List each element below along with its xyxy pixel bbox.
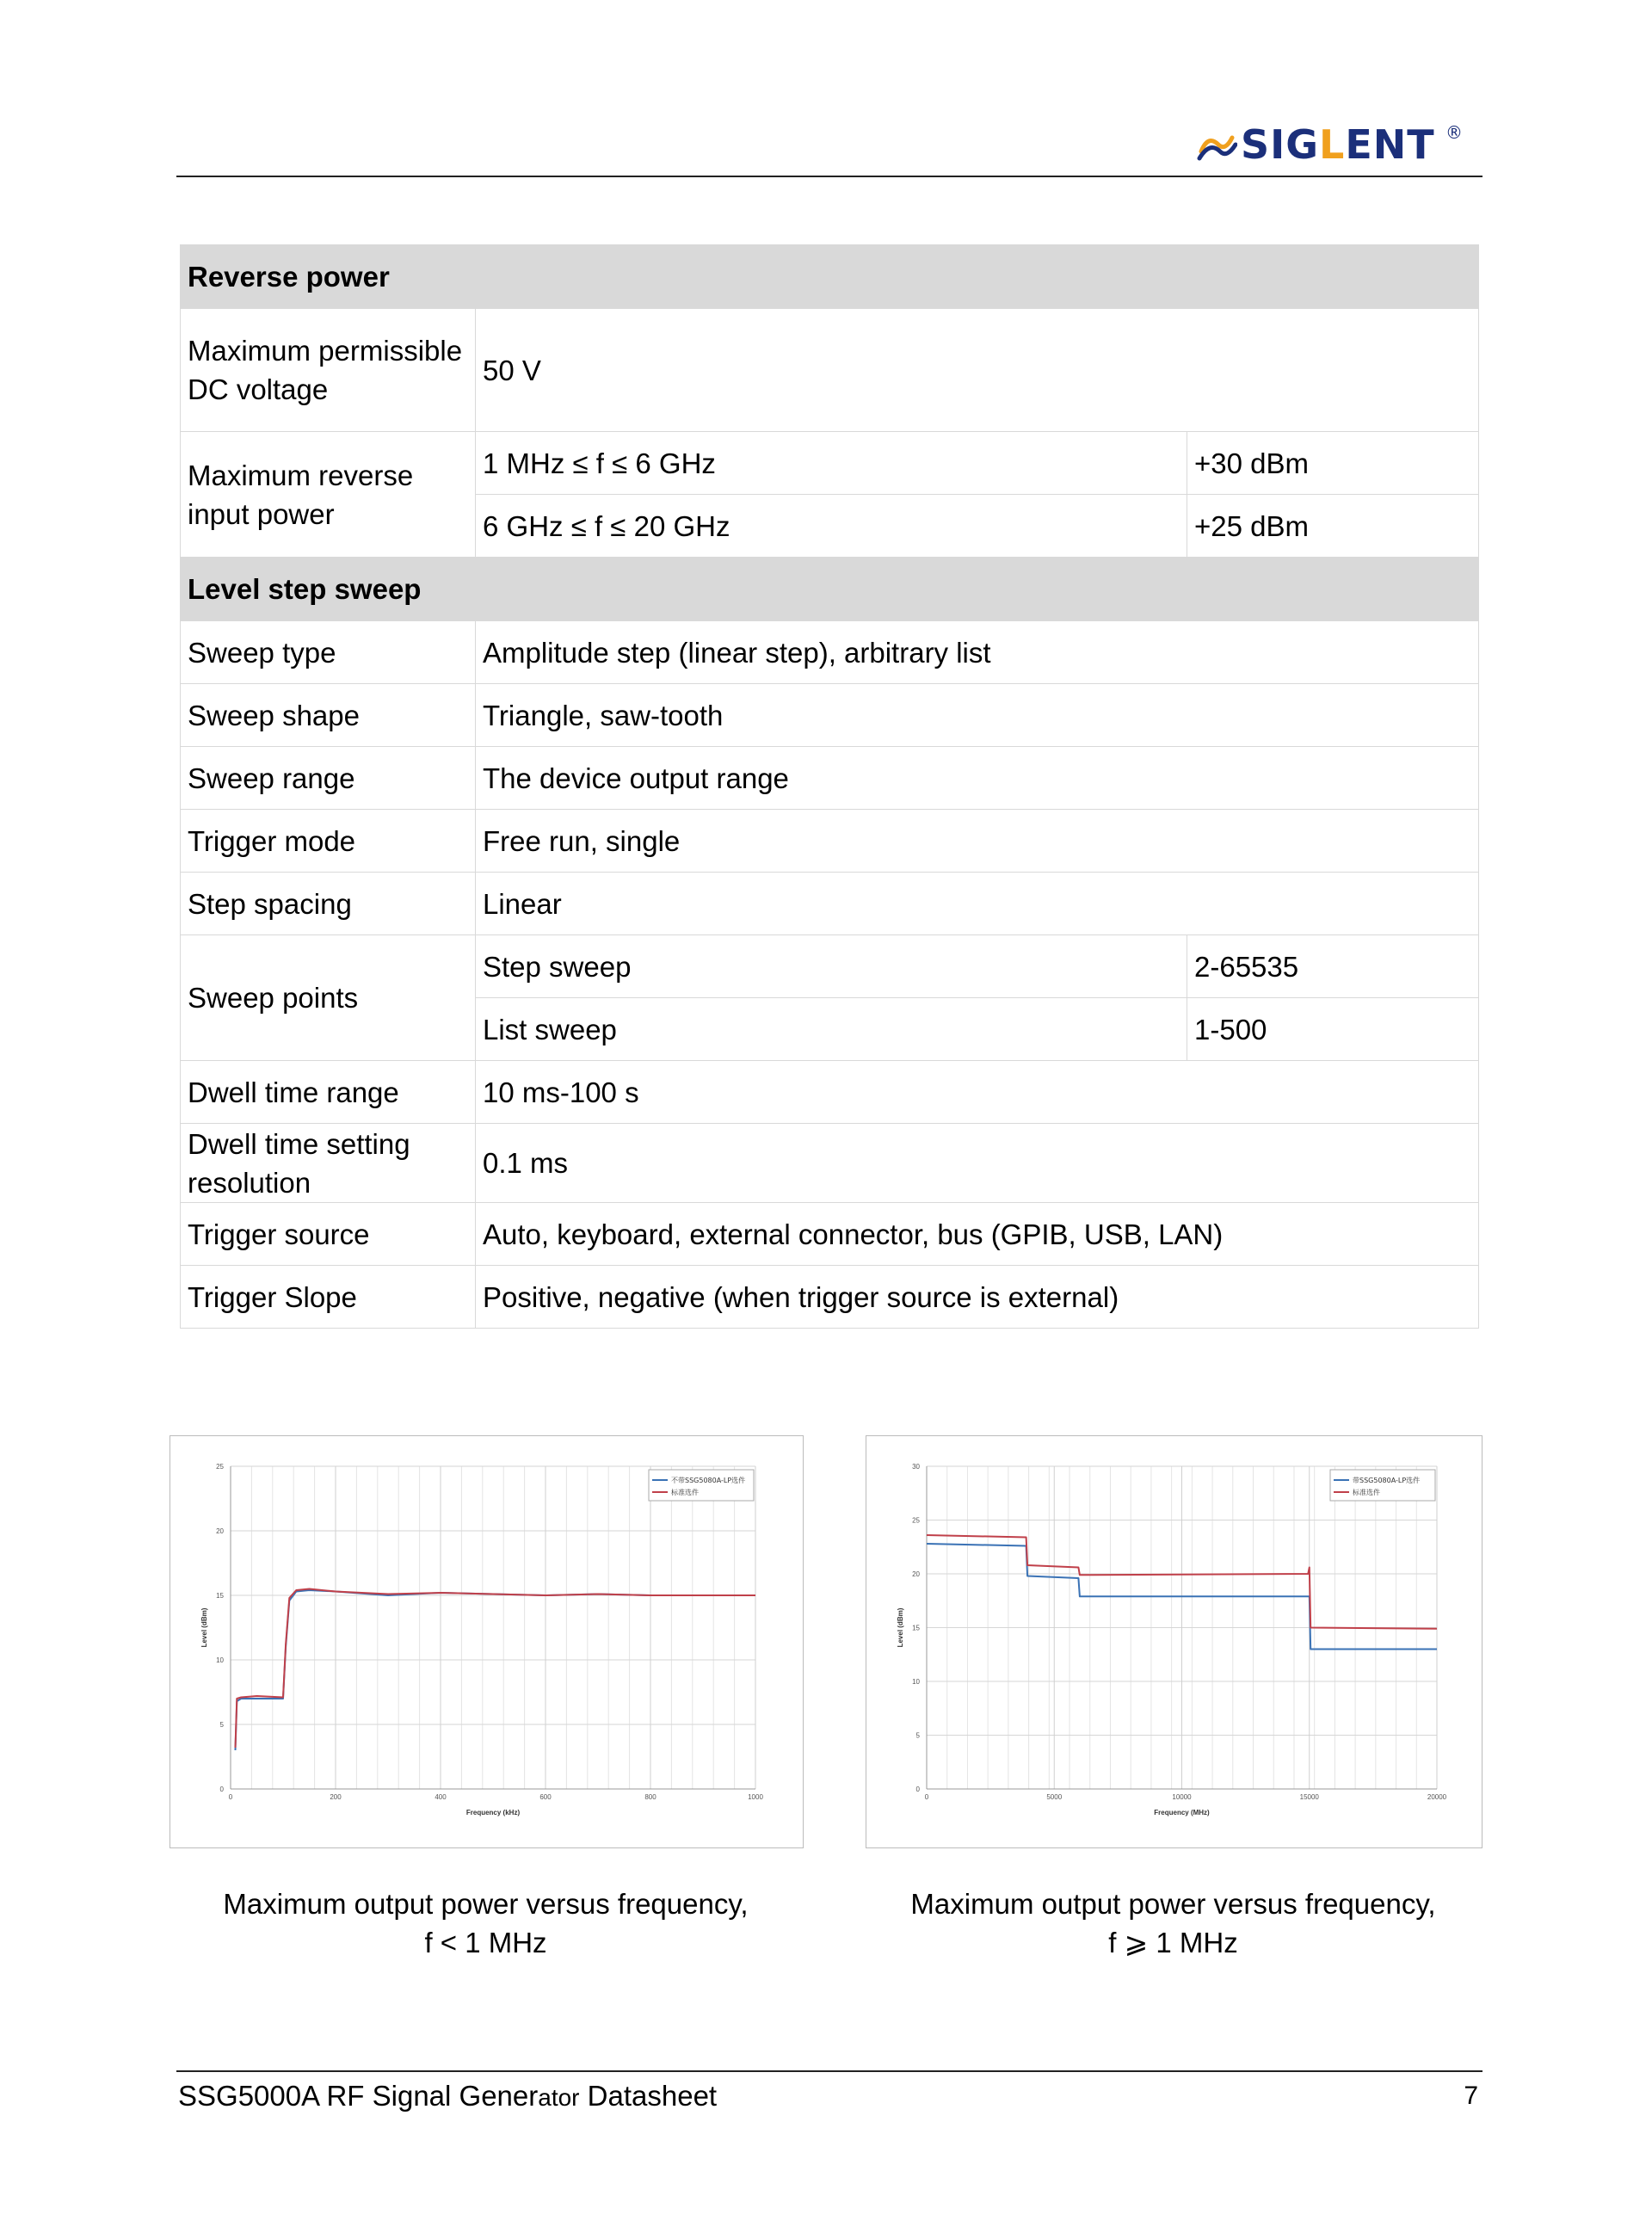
- footer-document-title: SSG5000A RF Signal Generator Datasheet: [178, 2080, 718, 2112]
- row-label: Maximum permissible DC voltage: [181, 309, 476, 432]
- y-tick-label: 25: [216, 1463, 224, 1471]
- row-value: 2-65535: [1187, 935, 1479, 998]
- section-header-row: [181, 558, 1479, 621]
- x-tick-label: 1000: [748, 1793, 763, 1801]
- y-tick-label: 10: [912, 1678, 920, 1686]
- y-tick-label: 15: [912, 1624, 920, 1632]
- legend-label: 标准选件: [1353, 1489, 1380, 1496]
- y-tick-label: 15: [216, 1592, 224, 1600]
- row-value: Triangle, saw-tooth: [476, 684, 1479, 747]
- spec-table: [180, 244, 1479, 1329]
- row-value: The device output range: [476, 747, 1479, 810]
- row-value: 1-500: [1187, 998, 1479, 1061]
- row-label: Sweep shape: [181, 684, 476, 747]
- x-tick-label: 5000: [1046, 1793, 1063, 1801]
- y-tick-label: 25: [912, 1516, 920, 1525]
- section-header-row: [181, 245, 1479, 309]
- y-tick-label: 30: [912, 1463, 920, 1471]
- chart-svg: [170, 1436, 803, 1847]
- chart-svg: [866, 1436, 1482, 1847]
- x-tick-label: 600: [539, 1793, 552, 1801]
- table-row: [181, 432, 1479, 495]
- x-axis-label: Frequency (MHz): [1154, 1809, 1210, 1816]
- y-tick-label: 5: [915, 1731, 920, 1740]
- section-title-reverse-power: Reverse power: [181, 245, 1479, 309]
- caption-line: f ⩾ 1 MHz: [1108, 1927, 1238, 1958]
- row-value: 50 V: [476, 309, 1479, 432]
- table-row: [181, 309, 1479, 432]
- row-label: Dwell time range: [181, 1061, 476, 1124]
- row-label: Dwell time setting resolution: [181, 1124, 476, 1203]
- figure-caption: [170, 1884, 802, 1962]
- table-row: [181, 621, 1479, 684]
- table-row: [181, 747, 1479, 810]
- row-label: Sweep type: [181, 621, 476, 684]
- row-value: +30 dBm: [1187, 432, 1479, 495]
- caption-line: Maximum output power versus frequency,: [223, 1888, 749, 1920]
- series-line: [236, 1590, 756, 1750]
- figure-caption: [860, 1884, 1486, 1962]
- row-condition: 1 MHz ≤ f ≤ 6 GHz: [476, 432, 1187, 495]
- row-condition: Step sweep: [476, 935, 1187, 998]
- series-line: [236, 1589, 756, 1749]
- table-row: [181, 935, 1479, 998]
- row-value: Amplitude step (linear step), arbitrary list: [476, 621, 1479, 684]
- row-condition: 6 GHz ≤ f ≤ 20 GHz: [476, 495, 1187, 558]
- header-divider: [176, 176, 1482, 177]
- y-axis-label: Level (dBm): [897, 1607, 904, 1648]
- chart-output-power-below-1mhz: [170, 1435, 804, 1848]
- x-tick-label: 0: [924, 1793, 929, 1801]
- x-tick-label: 10000: [1172, 1793, 1192, 1801]
- row-label: Step spacing: [181, 873, 476, 935]
- table-row: [181, 810, 1479, 873]
- row-label: Sweep range: [181, 747, 476, 810]
- row-value: Linear: [476, 873, 1479, 935]
- x-tick-label: 15000: [1299, 1793, 1319, 1801]
- legend-label: 标准选件: [671, 1489, 699, 1496]
- registered-mark: ®: [1446, 122, 1463, 143]
- y-tick-label: 0: [915, 1786, 920, 1793]
- row-value: 0.1 ms: [476, 1124, 1479, 1203]
- x-tick-label: 0: [228, 1793, 233, 1801]
- y-tick-label: 10: [216, 1656, 224, 1664]
- row-label: Trigger mode: [181, 810, 476, 873]
- row-value: Positive, negative (when trigger source is external): [476, 1266, 1479, 1329]
- row-label: Trigger source: [181, 1203, 476, 1266]
- caption-line: f < 1 MHz: [424, 1927, 547, 1958]
- row-value: Auto, keyboard, external connector, bus (GPIB, USB, LAN): [476, 1203, 1479, 1266]
- table-row: [181, 1203, 1479, 1266]
- x-tick-label: 800: [644, 1793, 656, 1801]
- legend-label: 不带SSG5080A-LP选件: [671, 1477, 746, 1484]
- page-number: 7: [1464, 2082, 1478, 2110]
- x-tick-label: 400: [435, 1793, 447, 1801]
- chart-output-power-above-1mhz: [866, 1435, 1482, 1848]
- y-tick-label: 20: [912, 1570, 920, 1578]
- table-row: [181, 1266, 1479, 1329]
- row-condition: List sweep: [476, 998, 1187, 1061]
- x-tick-label: 20000: [1427, 1793, 1447, 1801]
- row-label: Trigger Slope: [181, 1266, 476, 1329]
- table-row: [181, 1124, 1479, 1203]
- row-label: Maximum reverse input power: [181, 432, 476, 558]
- y-tick-label: 20: [216, 1527, 224, 1535]
- siglent-mark-icon: [1196, 126, 1237, 165]
- y-axis-label: Level (dBm): [200, 1607, 208, 1648]
- legend-label: 带SSG5080A-LP选件: [1353, 1477, 1421, 1484]
- siglent-logo: [1196, 119, 1471, 170]
- y-tick-label: 0: [219, 1786, 224, 1793]
- x-axis-label: Frequency (kHz): [465, 1809, 521, 1816]
- section-title-level-step-sweep: Level step sweep: [181, 558, 1479, 621]
- footer-divider: [176, 2070, 1482, 2072]
- caption-line: Maximum output power versus frequency,: [910, 1888, 1436, 1920]
- row-value: +25 dBm: [1187, 495, 1479, 558]
- y-tick-label: 5: [219, 1721, 224, 1729]
- x-tick-label: 200: [330, 1793, 342, 1801]
- legend-box: [1330, 1470, 1435, 1501]
- table-row: [181, 684, 1479, 747]
- row-label: Sweep points: [181, 935, 476, 1061]
- row-value: Free run, single: [476, 810, 1479, 873]
- table-row: [181, 873, 1479, 935]
- row-value: 10 ms-100 s: [476, 1061, 1479, 1124]
- table-row: [181, 1061, 1479, 1124]
- legend-box: [649, 1470, 754, 1501]
- brand-name: SIGLENT: [1241, 121, 1435, 168]
